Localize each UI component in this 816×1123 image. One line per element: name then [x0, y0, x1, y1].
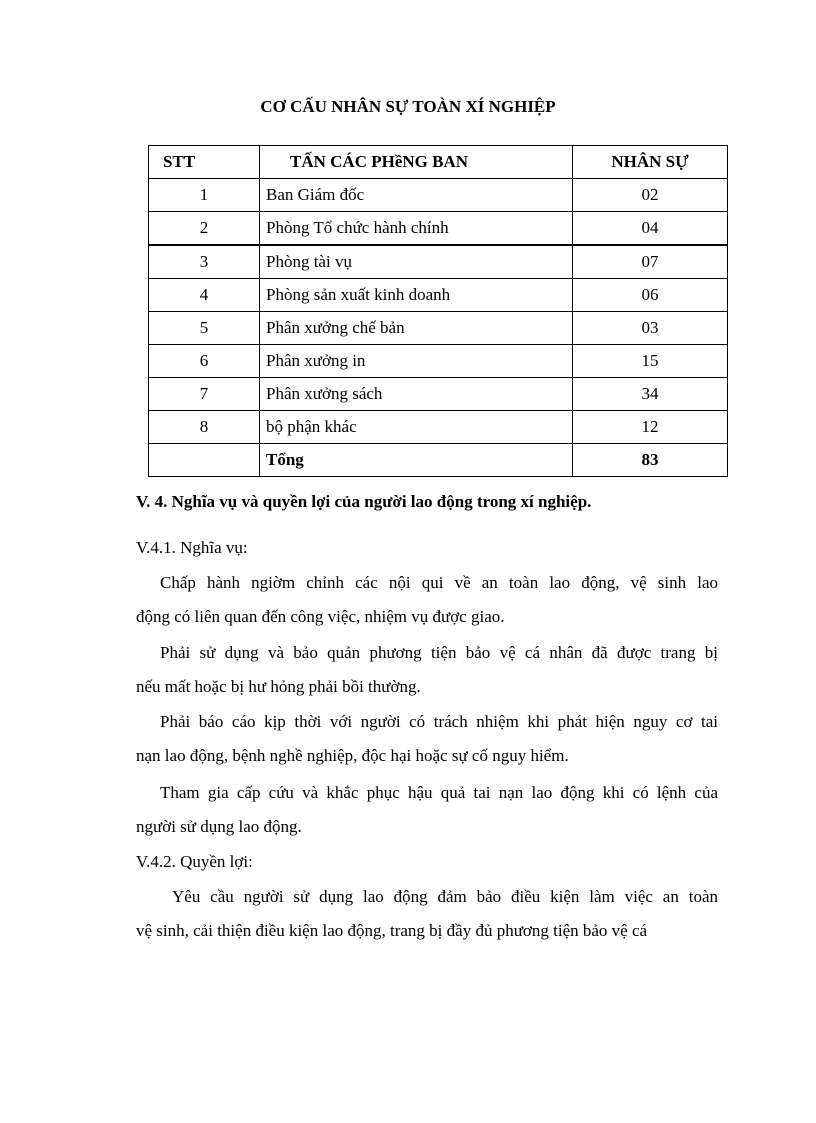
- paragraph-line: người sử dụng lao động.: [136, 817, 302, 836]
- paragraph-right-1: [136, 887, 718, 955]
- total-count: 83: [573, 444, 728, 477]
- row-department: Phòng Tổ chức hành chính: [260, 212, 573, 246]
- paragraph-line: Yêu cầu người sử dụng lao động đảm bảo điều kiện làm việc an toàn: [172, 887, 718, 906]
- subsection-duties: V.4.1. Nghĩa vụ:: [136, 538, 248, 557]
- paragraph-line: nếu mất hoặc bị hư hỏng phải bồi thường.: [136, 677, 421, 696]
- total-label: Tổng: [260, 444, 573, 477]
- header-department: TẤN CÁC PHềNG BAN: [260, 146, 573, 179]
- paragraph-line: Phải báo cáo kịp thời với người có trách nhiệm khi phát hiện nguy cơ tai: [160, 712, 718, 731]
- table-total-row: [149, 444, 728, 477]
- header-staff-count: NHÂN SỰ: [573, 146, 728, 179]
- row-count: 07: [573, 245, 728, 279]
- row-department: Ban Giám đốc: [260, 179, 573, 212]
- paragraph-duty-4: [136, 783, 718, 851]
- row-stt: 7: [149, 378, 260, 411]
- paragraph-line: vệ sinh, cải thiện điều kiện lao động, trang bị đầy đủ phương tiện bảo vệ cá: [136, 921, 648, 940]
- row-department: Phân xưởng chế bản: [260, 312, 573, 345]
- paragraph-line: Phải sử dụng và bảo quản phương tiện bảo vệ cá nhân đã được trang bị: [160, 643, 718, 662]
- paragraph-duty-3: [136, 712, 718, 780]
- row-department: Phân xưởng in: [260, 345, 573, 378]
- staff-table: [148, 145, 728, 477]
- row-count: 02: [573, 179, 728, 212]
- paragraph-duty-2: [136, 643, 718, 711]
- row-count: 06: [573, 279, 728, 312]
- row-count: 04: [573, 212, 728, 246]
- table-row: [149, 345, 728, 378]
- row-count: 12: [573, 411, 728, 444]
- table-row: [149, 179, 728, 212]
- table-row: [149, 312, 728, 345]
- row-department: Phân xưởng sách: [260, 378, 573, 411]
- page-title: CƠ CẤU NHÂN SỰ TOÀN XÍ NGHIỆP: [260, 97, 556, 116]
- subsection-rights: V.4.2. Quyền lợi:: [136, 852, 253, 871]
- table-row: [149, 378, 728, 411]
- row-stt: 1: [149, 179, 260, 212]
- row-count: 34: [573, 378, 728, 411]
- row-stt: 3: [149, 245, 260, 279]
- row-count: 03: [573, 312, 728, 345]
- row-stt: 6: [149, 345, 260, 378]
- row-department: bộ phận khác: [260, 411, 573, 444]
- row-department: Phòng tài vụ: [260, 245, 573, 279]
- row-count: 15: [573, 345, 728, 378]
- table-row: [149, 411, 728, 444]
- row-stt: 2: [149, 212, 260, 246]
- row-stt: 4: [149, 279, 260, 312]
- paragraph-line: Tham gia cấp cứu và khắc phục hậu quả tai nạn lao động khi có lệnh của: [160, 783, 718, 802]
- total-stt: [149, 444, 260, 477]
- row-department: Phòng sản xuất kinh doanh: [260, 279, 573, 312]
- row-stt: 5: [149, 312, 260, 345]
- table-row: [149, 212, 728, 246]
- table-row: [149, 279, 728, 312]
- table-row: [149, 245, 728, 279]
- paragraph-line: nạn lao động, bệnh nghề nghiệp, độc hại hoặc sự cố nguy hiểm.: [136, 746, 569, 765]
- section-heading: V. 4. Nghĩa vụ và quyền lợi của người lao động trong xí nghiệp.: [136, 492, 592, 511]
- paragraph-duty-1: [136, 573, 718, 641]
- row-stt: 8: [149, 411, 260, 444]
- table-header-row: [149, 146, 728, 179]
- paragraph-line: Chấp hành ngiờm chỉnh các nội qui về an toàn lao động, vệ sinh lao: [160, 573, 718, 592]
- header-stt: STT: [149, 146, 260, 179]
- paragraph-line: động có liên quan đến công việc, nhiệm vụ được giao.: [136, 607, 505, 626]
